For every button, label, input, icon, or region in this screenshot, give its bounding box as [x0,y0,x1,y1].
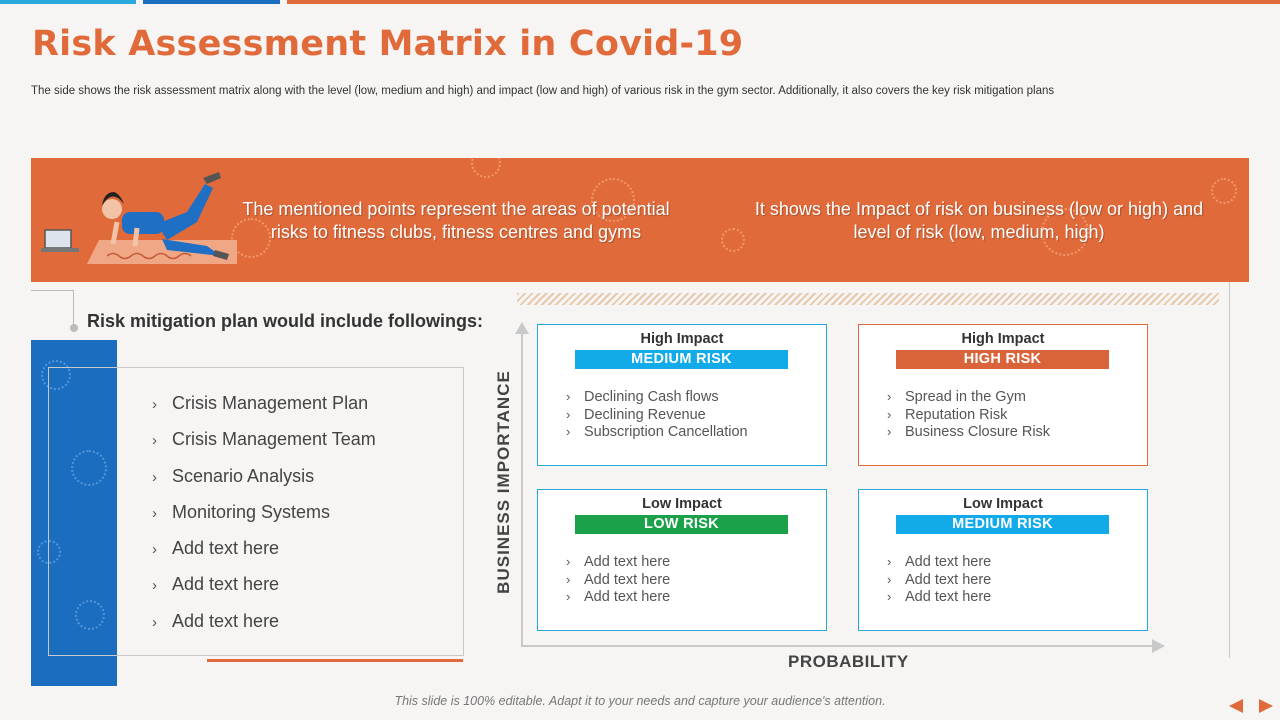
woman-exercising-laptop-icon [37,164,237,276]
list-item [887,572,991,590]
list-item-label: Spread in the Gym [905,389,1026,405]
quadrant-title: High Impact [640,331,724,347]
list-item [887,554,991,572]
list-item-label: Subscription Cancellation [584,424,748,440]
chevron-right-icon: › [887,389,892,404]
list-item-label: Add text here [172,538,280,559]
mitigation-list [152,393,376,647]
list-item [152,502,376,538]
page-subtitle: The side shows the risk assessment matrix along with the level (low, medium and high) and impact (low and high) of various risk in the gym sector. Additionally, it also covers the key risk mitigation plans [31,85,1055,97]
list-item [566,554,670,572]
top-bar-cyan [0,0,136,4]
list-item [566,389,748,407]
x-axis-line [521,645,1153,647]
risk-badge: LOW RISK [575,515,788,534]
chevron-right-icon: › [887,554,892,569]
chevron-right-icon: › [887,571,892,587]
chevron-right-icon: › [887,589,892,604]
chevron-right-icon: › [566,589,571,604]
list-item [566,572,670,590]
chevron-right-icon: › [566,406,571,422]
list-item-label: Crisis Management Team [172,429,376,450]
quadrant-title: High Impact [961,331,1045,347]
list-item-label: Add text here [172,610,280,631]
list-item-label: Business Closure Risk [905,424,1051,440]
list-item [152,466,376,502]
list-item-label: Crisis Management Plan [172,393,369,413]
list-item-label: Reputation Risk [905,406,1008,423]
risk-badge: MEDIUM RISK [575,350,788,369]
quadrant-list [887,554,991,607]
y-axis-arrow-icon [515,322,529,334]
list-item-label: Declining Revenue [584,406,706,423]
chevron-right-icon: › [887,424,892,439]
chevron-right-icon: › [152,541,157,559]
chevron-right-icon: › [152,396,157,413]
quadrant-list [887,389,1050,442]
list-item [887,389,1050,407]
list-item-label: Add text here [584,554,671,570]
y-axis-line [521,332,523,647]
list-item [566,407,748,425]
chevron-right-icon: › [887,406,892,422]
chevron-right-icon: › [566,554,571,569]
list-item [152,393,376,429]
mitigation-title: Risk mitigation plan would include followings: [87,311,483,331]
list-item-label: Scenario Analysis [172,465,315,486]
right-vertical-line [1229,282,1230,658]
info-banner [31,158,1249,282]
list-item [152,611,376,647]
list-item-label: Add text here [905,589,992,605]
y-axis-label: BUSINESS IMPORTANCE [494,370,513,594]
list-item [152,429,376,465]
list-item [887,424,1050,442]
quadrant-title: Low Impact [963,496,1043,512]
chevron-right-icon: › [566,389,571,404]
banner-text-right: It shows the Impact of risk on business (low or high) and level of risk (low, medium, high) [754,199,1204,242]
banner-text-left: The mentioned points represent the areas of potential risks to fitness clubs, fitness centres and gyms [242,199,670,242]
list-item [152,538,376,574]
quadrant-list [566,389,748,442]
x-axis-label: PROBABILITY [788,652,909,671]
list-item [566,589,670,607]
list-item-label: Add text here [584,571,671,588]
chevron-right-icon: › [152,504,157,522]
chevron-right-icon: › [566,424,571,439]
quadrant-title: Low Impact [642,496,722,512]
quadrant-low-impact-low-risk [537,489,827,631]
x-axis-arrow-icon [1152,639,1165,653]
list-item [566,424,748,442]
list-item-label: Add text here [584,589,671,605]
chevron-right-icon: › [152,432,157,450]
quadrant-list [566,554,670,607]
quadrant-high-impact-high-risk [858,324,1148,466]
connector-line [31,290,74,328]
list-item-label: Declining Cash flows [584,389,719,405]
chevron-right-icon: › [152,613,157,631]
connector-dot [70,324,78,332]
chevron-right-icon: › [566,571,571,587]
risk-badge: HIGH RISK [896,350,1109,369]
list-item [152,574,376,610]
list-item [887,589,991,607]
chevron-right-icon: › [152,468,157,486]
list-item-label: Add text here [905,571,992,588]
risk-badge: MEDIUM RISK [896,515,1109,534]
list-item-label: Add text here [172,574,280,595]
list-item-label: Monitoring Systems [172,501,331,522]
list-item-label: Add text here [905,554,992,570]
page-title: Risk Assessment Matrix in Covid-19 [32,24,744,64]
footer-note: This slide is 100% editable. Adapt it to your needs and capture your audience's attention. [394,694,886,708]
striped-divider [517,293,1219,305]
chevron-right-icon: › [152,577,157,595]
top-bar-orange [287,0,1280,4]
quadrant-high-impact-medium-risk [537,324,827,466]
top-bar-blue [143,0,280,4]
quadrant-low-impact-medium-risk [858,489,1148,631]
mitigation-underline [207,659,463,662]
list-item [887,407,1050,425]
